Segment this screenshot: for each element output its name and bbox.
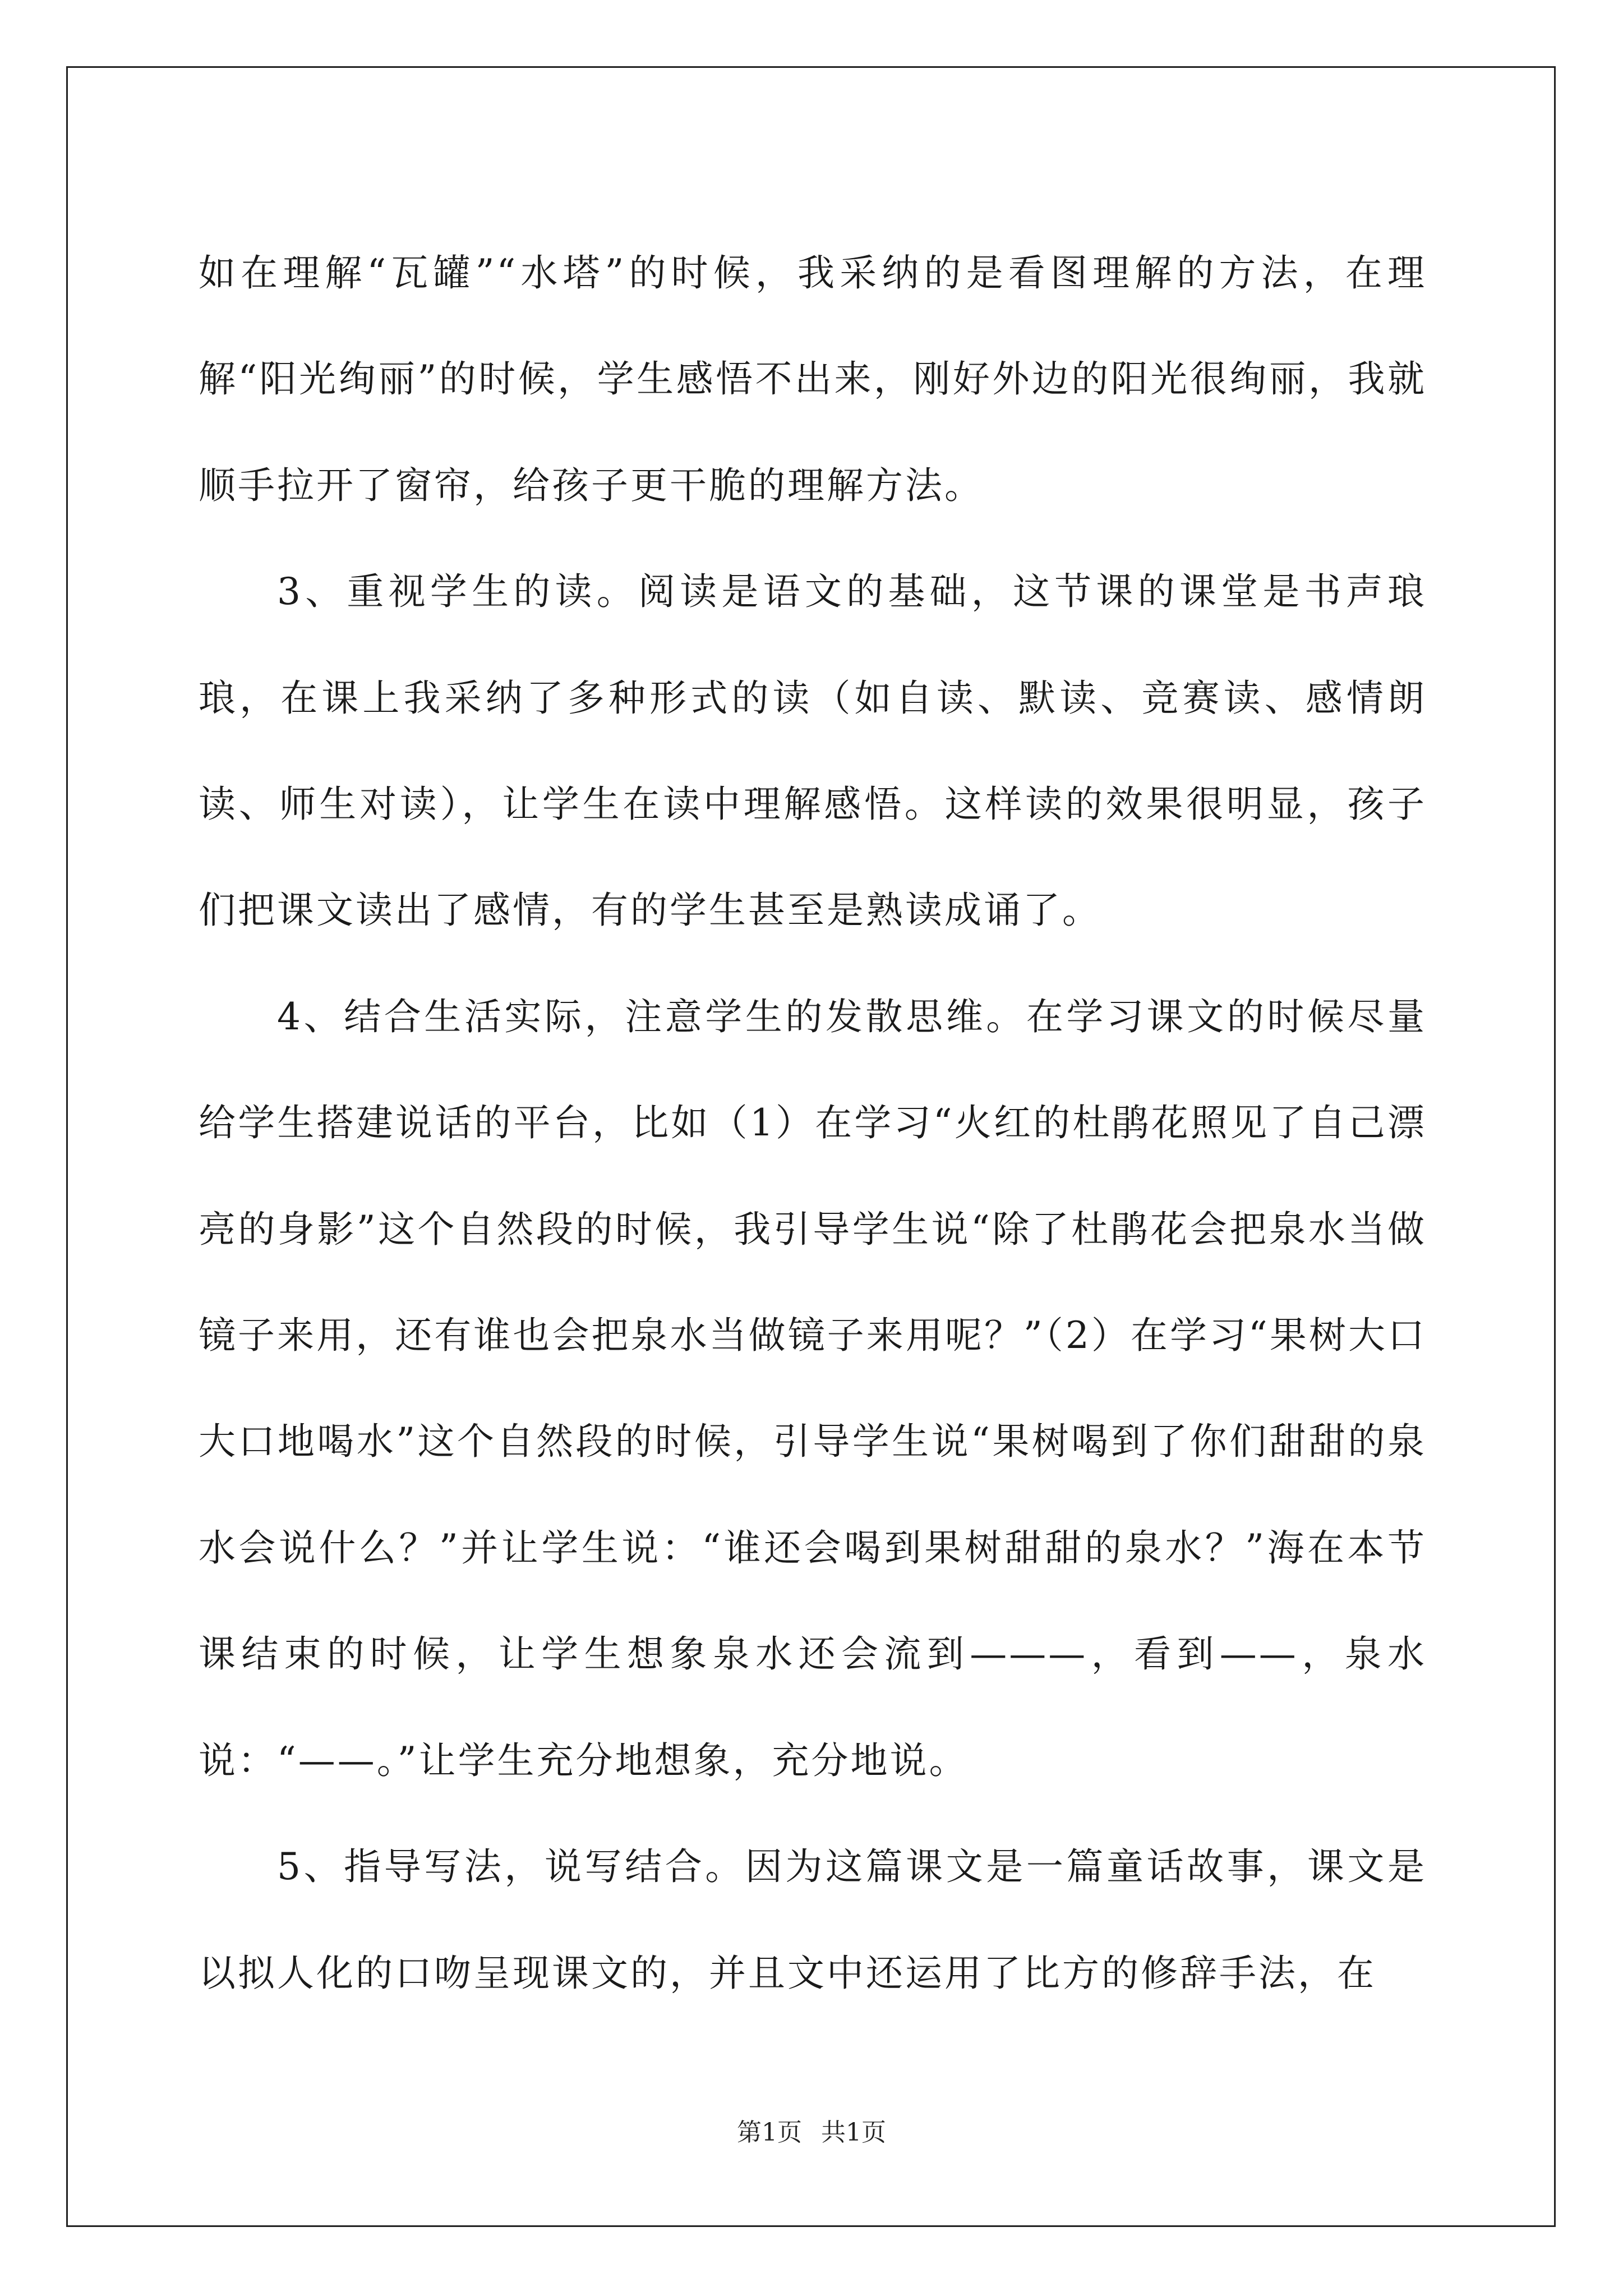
paragraph-continued: 如在理解“瓦罐”“水塔”的时候，我采纳的是看图理解的方法，在理解“阳光绚丽”的时候，学生感悟不出来，刚好外边的阳光很绚丽，我就顺手拉开了窗帘，给孩子更干脆的理解方法。 <box>199 251 1427 507</box>
page-number: 第1页 <box>737 2118 802 2147</box>
page-total: 共1页 <box>821 2118 886 2147</box>
document-body <box>199 220 1427 2026</box>
paragraph-item-5: 5、指导写法，说写结合。因为这篇课文是一篇童话故事，课文是以拟人化的口吻呈现课文的，并且文中还运用了比方的修辞手法，在 <box>199 1845 1427 1995</box>
paragraph-item-3: 3、重视学生的读。阅读是语文的基础，这节课的课堂是书声琅琅，在课上我采纳了多种形式的读（如自读、默读、竞赛读、感情朗读、师生对读），让学生在读中理解感悟。这样读的效果很明显，孩子们把课文读出了感情，有的学生甚至是熟读成诵了。 <box>199 570 1427 932</box>
page-footer <box>0 2116 1623 2150</box>
paragraph-item-4: 4、结合生活实际，注意学生的发散思维。在学习课文的时候尽量给学生搭建说话的平台，比如（1）在学习“火红的杜鹃花照见了自己漂亮的身影”这个自然段的时候，我引导学生说“除了杜鹃花会把泉水当做镜子来用，还有谁也会把泉水当做镜子来用呢？”（2）在学习“果树大口大口地喝水”这个自然段的时候，引导学生说“果树喝到了你们甜甜的泉水会说什么？”并让学生说：“谁还会喝到果树甜甜的泉水？”海在本节课结束的时候，让学生想象泉水还会流到———，看到——，泉水说：“——。”让学生充分地想象，充分地说。 <box>199 995 1427 1782</box>
